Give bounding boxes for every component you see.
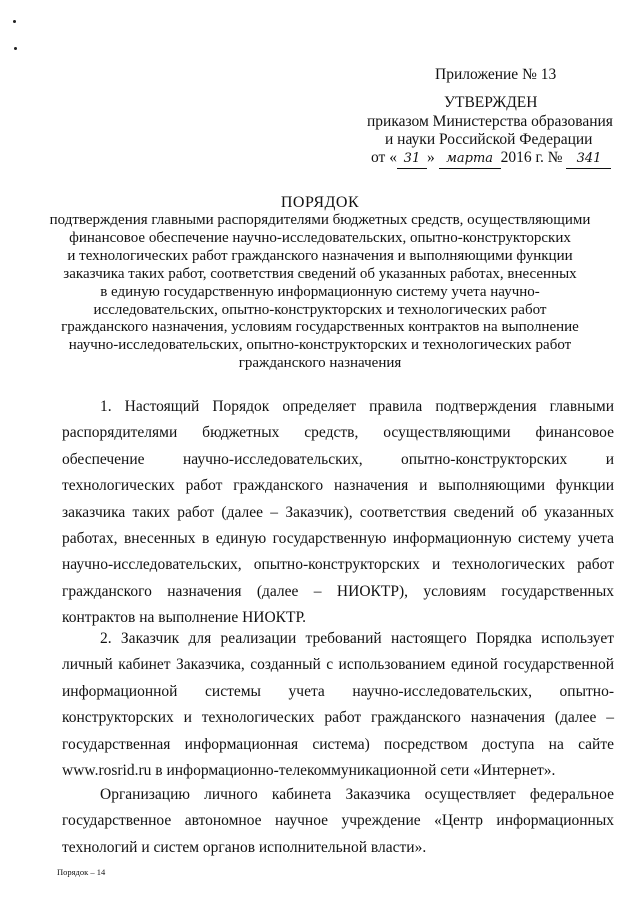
title-line: гражданского назначения xyxy=(238,355,402,372)
date-month: марта xyxy=(439,150,501,169)
scan-speck xyxy=(14,47,17,50)
title-line: и технологических работ гражданского назначения и выполняющими функции xyxy=(67,247,573,264)
title-line: исследовательских, опытно-конструкторских и технологических работ xyxy=(93,301,547,318)
paragraph-2: 2. Заказчик для реализации требований настоящего Порядка использует личный кабинет Заказчика, созданный с использованием единой государственной информационной системы учета научно-исследовательских, опытно-конструкторских и технологических работ гражданского назначения (далее – государственная информационная система) посредством доступа на сайте www.rosrid.ru в информационно-телекоммуникационной сети «Интернет». xyxy=(62,630,614,780)
order-line-2: и науки Российской Федерации xyxy=(385,131,593,148)
order-date-line xyxy=(371,149,611,169)
document-title xyxy=(0,193,640,373)
date-prefix: от « xyxy=(371,149,397,166)
title-heading: ПОРЯДОК xyxy=(280,194,360,211)
paragraph-1-block xyxy=(62,394,614,632)
title-line: подтверждения главными распорядителями бюджетных средств, осуществляющими xyxy=(49,212,591,228)
paragraph-2-block xyxy=(62,626,614,784)
page-footer: Порядок – 14 xyxy=(57,867,106,877)
approved-label: УТВЕРЖДЕН xyxy=(444,94,538,111)
paragraph-3: Организацию личного кабинета Заказчика осуществляет федеральное государственное автономное научное учреждение «Центр информационных технологий и систем органов исполнительной власти». xyxy=(62,786,614,856)
order-number: 341 xyxy=(566,150,611,169)
scan-speck xyxy=(13,20,16,23)
title-line: гражданского назначения, условиям государственных контрактов на выполнение xyxy=(61,319,579,336)
date-day: 31 xyxy=(397,150,427,169)
paragraph-3-block xyxy=(62,782,614,861)
title-line: в единую государственную информационную систему учета научно- xyxy=(100,283,540,300)
appendix-label: Приложение № 13 xyxy=(435,66,557,83)
date-year: 2016 г. № xyxy=(500,149,563,166)
paragraph-1: 1. Настоящий Порядок определяет правила подтверждения главными распорядителями бюджетных средств, осуществляющими финансовое обеспечение научно-исследовательских, опытно-конструкторских и технологических работ гражданского назначения и выполняющими функции заказчика таких работ (далее – Заказчик), соответствия сведений об указанных работах, внесенных в единую государственную информационную систему учета научно-исследовательских, опытно-конструкторских и технологических работ гражданского назначения (далее – НИОКТР), условиям государственных контрактов на выполнение НИОКТР. xyxy=(62,398,614,627)
title-line: финансовое обеспечение научно-исследовательских, опытно-конструкторских xyxy=(69,229,571,246)
title-line: научно-исследовательских, опытно-конструкторских и технологических работ xyxy=(68,337,572,354)
title-line: заказчика таких работ, соответствия сведений об указанных работах, внесенных xyxy=(63,265,577,282)
date-mid: » xyxy=(426,149,435,166)
order-line-1: приказом Министерства образования xyxy=(367,113,613,130)
